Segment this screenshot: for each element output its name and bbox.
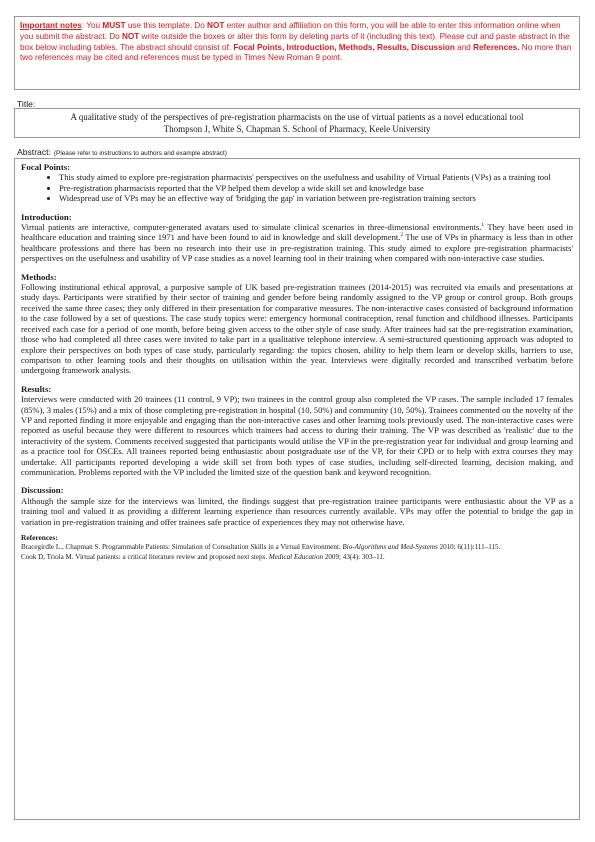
reference-text: Cook D, Triola M. Virtual patients: a critical literature review and proposed next steps. xyxy=(21,553,269,562)
reference-journal: Bio-Algorithms and Med-Systems xyxy=(342,543,438,552)
reference-text: Bracegirdle L., Chapman S. Programmable Patients: Simulation of Consultation Skills in a Virtual Environment. xyxy=(21,543,343,552)
notes-not: NOT xyxy=(207,21,225,30)
notes-sections: Focal Points, Introduction, Methods, Results, Discussion xyxy=(233,42,455,52)
notes-text: : You xyxy=(81,21,103,30)
abstract-hint: (Please refer to instructions to authors and example abstract) xyxy=(53,150,227,157)
reference-item xyxy=(21,553,573,563)
abstract-field[interactable] xyxy=(14,158,580,820)
citation-marker: 2 xyxy=(400,232,404,239)
notes-not: NOT xyxy=(121,31,140,41)
intro-sentence: The use of VPs in pharmacy is less than in other healthcare professions and there has been no research into their use in pre-registration training. This study aimed to explore pre-registration pharmacists' perspectives on the usefulness and usability of VP case studies as a novel learning tool in their training when compared with non-interactive case studies. xyxy=(21,232,573,264)
citation-marker: 1 xyxy=(481,222,485,229)
notes-text: No more than two references may be cited and references must be typed in Times New Roman 9 point. xyxy=(20,42,572,63)
abstract-label-text: Abstract: xyxy=(17,147,51,157)
methods-text: Following institutional ethical approval, a purposive sample of UK based pre-registration trainees (2014-2015) was recruited via emails and presentations at study days. Participants were stratified by their sector of training and gender before being randomly assigned to the VP group or control group. Both groups received the same three cases; they only differed in their presentation for comparative measures. The non-interactive cases consisted of background information to the case followed by a set of questions. The case study topics were: emergency hormonal contraception, renal function and childhood illnesses. Participants received each case for a period of one month, before being given access to the other style of case study. After trainees had sat the pre-registration examination, those who had completed all three cases were invited to take part in a qualitative telephone interview. A semi-structured questioning approach was adopted to explore their perspectives on both types of case study, particularly regarding: the topics chosen, ability to help them learn or develop skills, barriers to use, comparison to other learning tools and their thoughts on utilisation within the year. Interviews were digitally recorded and transcribed verbatim before undergoing framework analysis. xyxy=(21,282,573,376)
reference-journal: Medical Education xyxy=(268,553,324,562)
discussion-heading: Discussion: xyxy=(21,485,64,496)
important-notes-box xyxy=(14,16,580,90)
notes-text: and xyxy=(454,42,474,52)
reference-item xyxy=(21,543,573,553)
title-field[interactable] xyxy=(14,108,580,138)
focal-points-heading: Focal Points: xyxy=(21,162,71,172)
notes-references: References. xyxy=(473,42,520,52)
notes-text: use this template. Do xyxy=(125,21,208,30)
notes-must: MUST xyxy=(102,21,126,30)
title-label: Title: xyxy=(17,99,36,109)
focal-point: • Widespread use of VPs may be an effective way of 'bridging the gap' in variation between pre-registration training sectors xyxy=(59,193,573,203)
introduction-text xyxy=(21,222,573,264)
focal-points-list xyxy=(21,172,573,203)
authors-text: Thompson J, White S, Chapman S. School of Pharmacy, Keele University xyxy=(163,123,431,134)
reference-text: 2010; 6(11):111–115. xyxy=(437,543,501,552)
discussion-text: Although the sample size for the interviews was limited, the findings suggest that pre-registration trainee participants were enthusiastic about the VP as a training tool and valued it as providing a different learning experience than resources currently available. VPs may offer the potential to bridge the gap in variation in pre-registration training and offer trainees safe practice of experiences they may not otherwise have. xyxy=(21,495,573,527)
reference-text: 2009; 43(4): 303–11. xyxy=(323,553,385,562)
methods-heading: Methods: xyxy=(21,271,57,282)
references-heading: References: xyxy=(21,533,58,542)
notes-text: enter author and affiliation on this form, you will be able to enter this information online when you submit the abstract. Do xyxy=(20,21,561,41)
focal-point: • Pre-registration pharmacists reported that the VP helped them develop a wide skill set and knowledge base xyxy=(59,183,573,193)
intro-sentence: They have been used in healthcare education and training since 1971 and have been found to aid in knowledge and skill development. xyxy=(21,222,573,243)
results-heading: Results: xyxy=(21,383,52,394)
notes-text: write outside the boxes or alter this form by deleting parts of it (including this text). Please cut and paste abstract in the box below including tables. The abstract should consist of: xyxy=(20,31,570,52)
introduction-heading: Introduction: xyxy=(21,211,72,222)
intro-sentence: Virtual patients are interactive, computer-generated avatars used to simulate clinical scenarios in three-dimensional environments. xyxy=(21,222,482,233)
title-text: A qualitative study of the perspectives of pre-registration pharmacists on the use of virtual patients as a novel educational tool xyxy=(70,112,524,122)
focal-point: • This study aimed to explore pre-registration pharmacists' perspectives on the usefulness and usability of Virtual Patients (VPs) as a training tool xyxy=(59,172,573,182)
results-text: Interviews were conducted with 20 trainees (11 control, 9 VP); two trainees in the control group also completed the VP cases. The sample included 17 females (85%), 3 males (15%) and a mix of those completing pre-registration in hospital (10, 50%) and community (10, 50%). Trainees commented on the novelty of the VP and reported finding it more enjoyable and engaging than the non-interactive cases and other learning tools previously used. The non-interactive cases were reported as useful because they were different to resources which trainees had access to during their training. The VP was described as 'realistic' due to the interactivity of the system. Comments received suggested that participants would utilise the VP in the pre-registration year for individual and group learning and as a practice tool for OSCEs. All trainees reported being enthusiastic about postgraduate use of the VP, for their CPD or to help with extra courses they may undertake. All participants reported developing a wide skill set from both types of case studies, including self-directed learning, decision making, and communication. Problems reported with the VP included the limited size of the question bank and keyword recognition. xyxy=(21,394,573,477)
abstract-label xyxy=(17,147,227,157)
important-notes-label: Important notes xyxy=(20,21,82,30)
